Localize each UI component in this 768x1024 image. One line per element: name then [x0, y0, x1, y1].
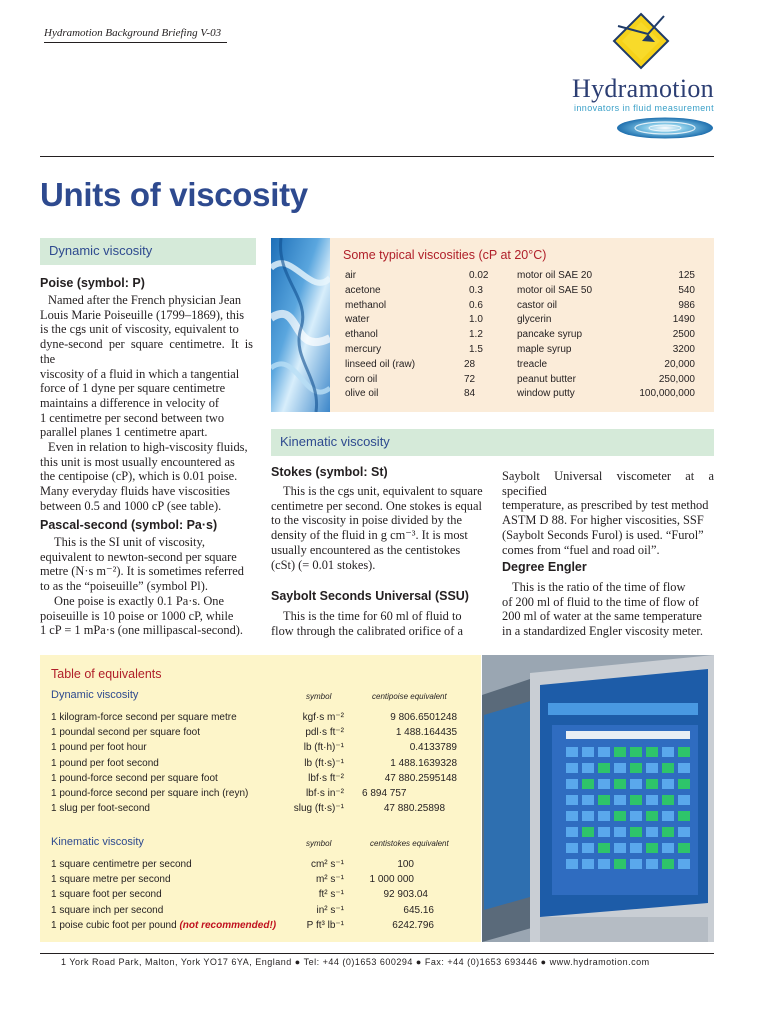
poise-paragraph: [40, 293, 253, 514]
equiv-dynamic-units: [51, 710, 286, 816]
equiv-symbol: cm² s⁻¹: [310, 859, 344, 870]
equiv-kinematic-heading: Kinematic viscosity: [51, 836, 144, 848]
equiv-symbol: P ft³ lb⁻¹: [306, 919, 344, 931]
equiv-kinematic-value-header: centistokes equivalent: [370, 839, 449, 848]
fluid-value: 2500: [672, 329, 695, 341]
equiv-dynamic-heading: Dynamic viscosity: [51, 689, 139, 701]
text-line: maintains a difference in velocity of: [40, 395, 220, 410]
degree-engler-paragraph: [502, 580, 714, 639]
not-recommended-note: (not recommended!): [179, 919, 277, 931]
text-line: 1 centimetre per second between two: [40, 410, 225, 425]
equiv-value: 100: [397, 859, 414, 870]
text-line: ASTM D 88. For higher viscosities, SSF: [502, 513, 704, 528]
brand-logo-icon: [612, 12, 670, 70]
equiv-unit: 1 pound per foot hour: [51, 742, 147, 754]
equiv-unit: 1 pound per foot second: [51, 757, 159, 769]
text-line: of 200 ml of fluid to the time of flow of: [502, 594, 699, 609]
text-line: 200 ml of water at the same temperature: [502, 609, 702, 624]
text-line: Named after the French physician Jean: [48, 293, 242, 307]
fluid-name: pancake syrup: [517, 329, 583, 341]
equiv-unit: 1 slug per foot-second: [51, 803, 150, 815]
fluid-name: corn oil: [345, 373, 378, 385]
typical-right-values: [615, 269, 695, 402]
fluid-name: window putty: [517, 388, 575, 400]
ssu-paragraph: [271, 609, 483, 638]
text-line: This is the time for 60 ml of fluid to: [283, 609, 462, 623]
text-line: This is the cgs unit, equivalent to square: [283, 484, 483, 498]
text-line: Saybolt Universal viscometer at a specified: [502, 469, 714, 498]
fluid-value: 125: [678, 270, 695, 281]
text-line: This is the SI unit of viscosity,: [54, 535, 205, 549]
fluid-value: 100,000,000: [639, 388, 695, 400]
text-line: usually encountered as the centistokes: [271, 542, 461, 557]
equiv-unit: 1 pound-force second per square foot: [51, 772, 218, 784]
fluid-name: maple syrup: [517, 343, 572, 355]
fluid-name: mercury: [345, 343, 382, 355]
text-line: between 0.5 and 1000 cP (see table).: [40, 498, 222, 513]
header-divider: [44, 42, 227, 43]
brand-name: Hydramotion: [572, 74, 714, 103]
fluid-name: methanol: [345, 299, 387, 311]
equiv-kinematic-symbol-header: symbol: [306, 839, 332, 848]
equiv-symbol: lb (ft·s)⁻¹: [304, 757, 344, 769]
equiv-symbol: ft² s⁻¹: [318, 889, 344, 901]
text-line: to the viscosity in poise divided by the: [271, 513, 463, 528]
typical-viscosities-title: Some typical viscosities (cP at 20°C): [343, 248, 547, 262]
text-line: comes from “fuel and road oil”.: [502, 542, 660, 557]
equiv-unit: 1 square inch per second: [51, 904, 164, 916]
equiv-value: 92 903.04: [383, 889, 428, 901]
text-line: Even in relation to high-viscosity fluids,: [48, 440, 248, 455]
text-line: is the cgs unit of viscosity, equivalent to: [40, 322, 239, 337]
fluid-name: treacle: [517, 358, 548, 370]
text-line: Many everyday fluids have viscosities: [40, 484, 230, 499]
fluid-name: castor oil: [517, 299, 558, 311]
typical-left-values: [455, 269, 495, 402]
fluid-value: 28: [464, 358, 476, 370]
fluid-value: 540: [678, 284, 695, 296]
equiv-value: 6 894 757: [362, 787, 407, 799]
equiv-unit: 1 square centimetre per second: [51, 859, 192, 870]
ssu-heading: Saybolt Seconds Universal (SSU): [271, 589, 469, 603]
monitor-photo-image: [482, 655, 714, 942]
text-line: parallel planes 1 centimetre apart.: [40, 425, 208, 440]
fluid-value: 986: [678, 299, 695, 311]
equiv-dynamic-value-header: centipoise equivalent: [372, 692, 447, 701]
text-line: (cSt) (= 0.01 stokes).: [271, 557, 376, 572]
text-line: 1 cP = 1 mPa·s (one millipascal-second).: [40, 623, 244, 638]
equiv-kinematic-symbols: [286, 857, 344, 933]
text-line: dyne-second per square centimetre. It is the: [40, 337, 253, 366]
fluid-value: 1490: [672, 314, 695, 326]
equiv-value: 9 806.6501248: [390, 712, 457, 723]
fluid-swirl-image: [271, 238, 330, 412]
text-line: Louis Marie Poiseuille (1799–1869), this: [40, 307, 245, 322]
equiv-unit: 1 pound-force second per square inch (reyn): [51, 787, 249, 799]
equiv-symbol: m² s⁻¹: [315, 874, 344, 886]
footer-contact: 1 York Road Park, Malton, York YO17 6YA, England ● Tel: +44 (0)1653 600294 ● Fax: +44 (0)1653 693446 ● www.hydramotion.com: [61, 957, 650, 967]
equiv-unit: 1 square metre per second: [51, 874, 171, 886]
fluid-value: 250,000: [658, 373, 695, 385]
pascal-second-paragraph: [40, 535, 253, 638]
equiv-value: 1 488.1639328: [390, 757, 457, 769]
text-line: force of 1 dyne per square centimetre: [40, 381, 226, 396]
typical-right-names: [517, 269, 627, 402]
equiv-value: 0.4133789: [409, 742, 457, 754]
text-line: (Saybolt Seconds Furol) is used. “Furol”: [502, 527, 704, 542]
equiv-value: 1 488.164435: [395, 727, 457, 739]
text-line: to as the “poiseuille” (symbol Pl).: [40, 579, 208, 594]
text-line: density of the fluid in g cm⁻³. It is most: [271, 528, 468, 543]
equiv-dynamic-symbol-header: symbol: [306, 692, 332, 701]
fluid-value: 20,000: [664, 358, 695, 370]
equivalents-title: Table of equivalents: [51, 667, 162, 681]
water-ripple-icon: [616, 117, 714, 139]
equiv-unit-row: [51, 918, 286, 933]
text-line: This is the ratio of the time of flow: [512, 580, 686, 594]
equiv-unit: 1 poise cubic foot per pound: [51, 919, 177, 931]
typical-left-names: [345, 269, 445, 402]
text-line: temperature, as prescribed by test method: [502, 498, 709, 513]
fluid-name: acetone: [345, 284, 381, 296]
fluid-name: air: [345, 270, 357, 281]
text-line: in a standardized Engler viscosity meter.: [502, 624, 703, 639]
pascal-second-heading: Pascal-second (symbol: Pa·s): [40, 518, 218, 532]
header-rule: [40, 156, 714, 157]
degree-engler-heading: Degree Engler: [502, 560, 587, 574]
fluid-value: 84: [464, 388, 476, 400]
fluid-value: 1.5: [469, 343, 483, 355]
equiv-symbol: lbf·s in⁻²: [305, 787, 344, 799]
equiv-symbol: in² s⁻¹: [316, 904, 344, 916]
fluid-value: 0.3: [469, 284, 483, 296]
fluid-value: 0.6: [469, 299, 483, 311]
briefing-label: Hydramotion Background Briefing V-03: [44, 27, 222, 39]
fluid-name: linseed oil (raw): [345, 358, 416, 370]
fluid-name: peanut butter: [517, 373, 576, 385]
text-line: flow through the calibrated orifice of a: [271, 623, 463, 638]
fluid-name: ethanol: [345, 329, 378, 341]
fluid-name: water: [345, 314, 370, 326]
equiv-symbol: pdl·s ft⁻²: [305, 727, 344, 739]
fluid-name: motor oil SAE 50: [517, 284, 593, 296]
equiv-value: 1 000 000: [369, 874, 414, 886]
text-line: One poise is exactly 0.1 Pa·s. One: [54, 593, 224, 608]
footer-rule: [40, 953, 714, 954]
equiv-value: 6242.796: [392, 919, 434, 931]
equiv-value: 47 880.2595148: [384, 772, 457, 784]
fluid-name: olive oil: [345, 388, 379, 400]
fluid-name: glycerin: [517, 314, 552, 326]
text-line: this unit is most usually encountered as: [40, 454, 235, 469]
stokes-paragraph: [271, 484, 483, 572]
dynamic-viscosity-band: [40, 238, 256, 265]
fluid-value: 72: [464, 373, 476, 385]
equiv-symbol: slug (ft·s)⁻¹: [293, 803, 344, 815]
equiv-kinematic-values: [357, 857, 434, 933]
equiv-value: 47 880.25898: [383, 803, 445, 815]
equiv-symbol: kgf·s m⁻²: [302, 712, 344, 723]
fluid-value: 0.02: [469, 270, 489, 281]
page-title: Units of viscosity: [40, 176, 308, 213]
fluid-value: 1.2: [469, 329, 483, 341]
equiv-dynamic-symbols: [286, 710, 344, 816]
text-line: viscosity of a fluid in which a tangential: [40, 366, 240, 381]
equiv-value: 645.16: [403, 904, 434, 916]
text-line: metre (N·s m⁻²). It is sometimes referred: [40, 564, 244, 579]
text-line: centimetre per second. One stokes is equal: [271, 498, 482, 513]
text-line: the centipoise (cP), which is 0.01 poise.: [40, 469, 238, 484]
brand-tagline: innovators in fluid measurement: [574, 103, 714, 113]
fluid-name: motor oil SAE 20: [517, 270, 593, 281]
kinematic-viscosity-band: [271, 429, 714, 456]
equiv-unit: 1 square foot per second: [51, 889, 162, 901]
fluid-value: 1.0: [469, 314, 483, 326]
fluid-value: 3200: [672, 343, 695, 355]
equiv-symbol: lbf·s ft⁻²: [308, 772, 344, 784]
equiv-dynamic-values: [357, 710, 457, 816]
text-line: poiseuille is 10 poise or 1000 cP, while: [40, 608, 234, 623]
equiv-symbol: lb (ft·h)⁻¹: [303, 742, 344, 754]
equiv-kinematic-units: [51, 857, 286, 933]
poise-heading: Poise (symbol: P): [40, 276, 145, 290]
stokes-heading: Stokes (symbol: St): [271, 465, 388, 479]
dynamic-viscosity-heading: Dynamic viscosity: [49, 243, 153, 258]
equiv-unit: 1 kilogram-force second per square metre: [51, 712, 237, 723]
equiv-unit: 1 poundal second per square foot: [51, 727, 200, 739]
text-line: equivalent to newton-second per square: [40, 549, 237, 564]
kinematic-viscosity-heading: Kinematic viscosity: [280, 434, 390, 449]
ssu-continuation-paragraph: [502, 469, 714, 557]
